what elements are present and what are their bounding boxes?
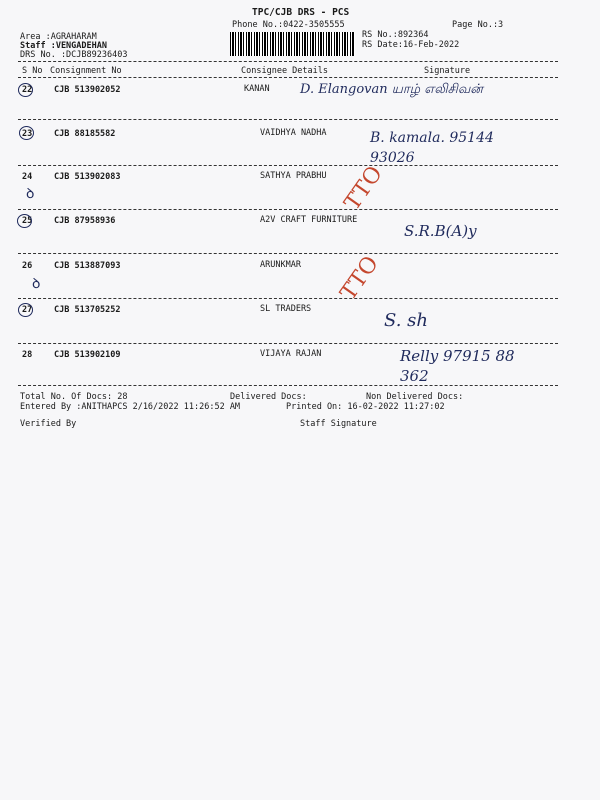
- page-number: Page No.:3: [452, 20, 504, 30]
- row-sno: 24: [22, 172, 33, 182]
- drs-number: DRS No. :DCJB89236403: [20, 50, 128, 60]
- column-header-consignee: Consignee Details: [241, 66, 328, 76]
- non-delivered-docs: Non Delivered Docs:: [366, 392, 464, 402]
- divider: [18, 77, 558, 78]
- verified-by: Verified By: [20, 419, 77, 429]
- circle-mark: [18, 83, 33, 97]
- row-consignee: VAIDHYA NADHA: [260, 128, 327, 138]
- row-sno: 28: [22, 350, 33, 360]
- delivered-docs: Delivered Docs:: [230, 392, 307, 402]
- row-sno: 23: [22, 129, 33, 139]
- row-signature: D. Elangovan யாழ் எலிசிவன்: [300, 82, 483, 97]
- divider: [18, 385, 558, 386]
- document-title: TPC/CJB DRS - PCS: [252, 7, 350, 18]
- total-docs: Total No. Of Docs: 28: [20, 392, 128, 402]
- row-consignment: CJB 513887093: [54, 261, 121, 271]
- row-signature: S.R.B(A)y: [404, 222, 477, 240]
- row-sno: 25: [22, 216, 33, 226]
- row-consignee: KANAN: [244, 84, 270, 94]
- barcode-image: [230, 32, 355, 56]
- row-consignee: ARUNKMAR: [260, 260, 301, 270]
- row-sno: 27: [22, 305, 33, 315]
- row-consignee: A2V CRAFT FURNITURE: [260, 215, 358, 225]
- entered-by: Entered By :ANITHAPCS 2/16/2022 11:26:52 AM: [20, 402, 241, 412]
- staff-label: Staff :VENGADEHAN: [20, 41, 107, 51]
- stamp-mark: TTO: [339, 161, 388, 216]
- phone-number: Phone No.:0422-3505555: [232, 20, 345, 30]
- area-label: Area :AGRAHARAM: [20, 32, 97, 42]
- row-consignment: CJB 513902052: [54, 85, 121, 95]
- row-sno: 26: [22, 261, 33, 271]
- row-consignee: SL TRADERS: [260, 304, 312, 314]
- column-header-signature: Signature: [424, 66, 471, 76]
- divider: [18, 119, 558, 120]
- column-header-consignment: Consignment No: [50, 66, 122, 76]
- divider: [18, 343, 558, 344]
- circle-mark: [19, 126, 34, 140]
- handwritten-mark: ꝺ: [26, 186, 35, 202]
- staff-signature: Staff Signature: [300, 419, 377, 429]
- row-consignment: CJB 513902109: [54, 350, 121, 360]
- row-consignment: CJB 88185582: [54, 129, 116, 139]
- column-header-sno: S No: [22, 66, 43, 76]
- rs-date: RS Date:16-Feb-2022: [362, 40, 460, 50]
- row-signature: B. kamala. 95144 93026: [370, 130, 494, 166]
- row-sno: 22: [22, 85, 33, 95]
- row-consignee: VIJAYA RAJAN: [260, 349, 322, 359]
- row-consignment: CJB 513902083: [54, 172, 121, 182]
- circle-mark: [18, 303, 33, 317]
- handwritten-mark: ꝺ: [32, 276, 41, 292]
- divider: [18, 165, 558, 166]
- row-signature: S. sh: [384, 310, 428, 331]
- row-consignee: SATHYA PRABHU: [260, 171, 327, 181]
- row-consignment: CJB 513705252: [54, 305, 121, 315]
- divider: [18, 209, 558, 210]
- row-signature: Relly 97915 88 362: [400, 347, 515, 385]
- rs-number: RS No.:892364: [362, 30, 429, 40]
- stamp-mark: TTO: [335, 251, 384, 306]
- divider: [18, 61, 558, 62]
- divider: [18, 298, 558, 299]
- row-consignment: CJB 87958936: [54, 216, 116, 226]
- printed-on: Printed On: 16-02-2022 11:27:02: [286, 402, 445, 412]
- circle-mark: [17, 214, 32, 228]
- divider: [18, 253, 558, 254]
